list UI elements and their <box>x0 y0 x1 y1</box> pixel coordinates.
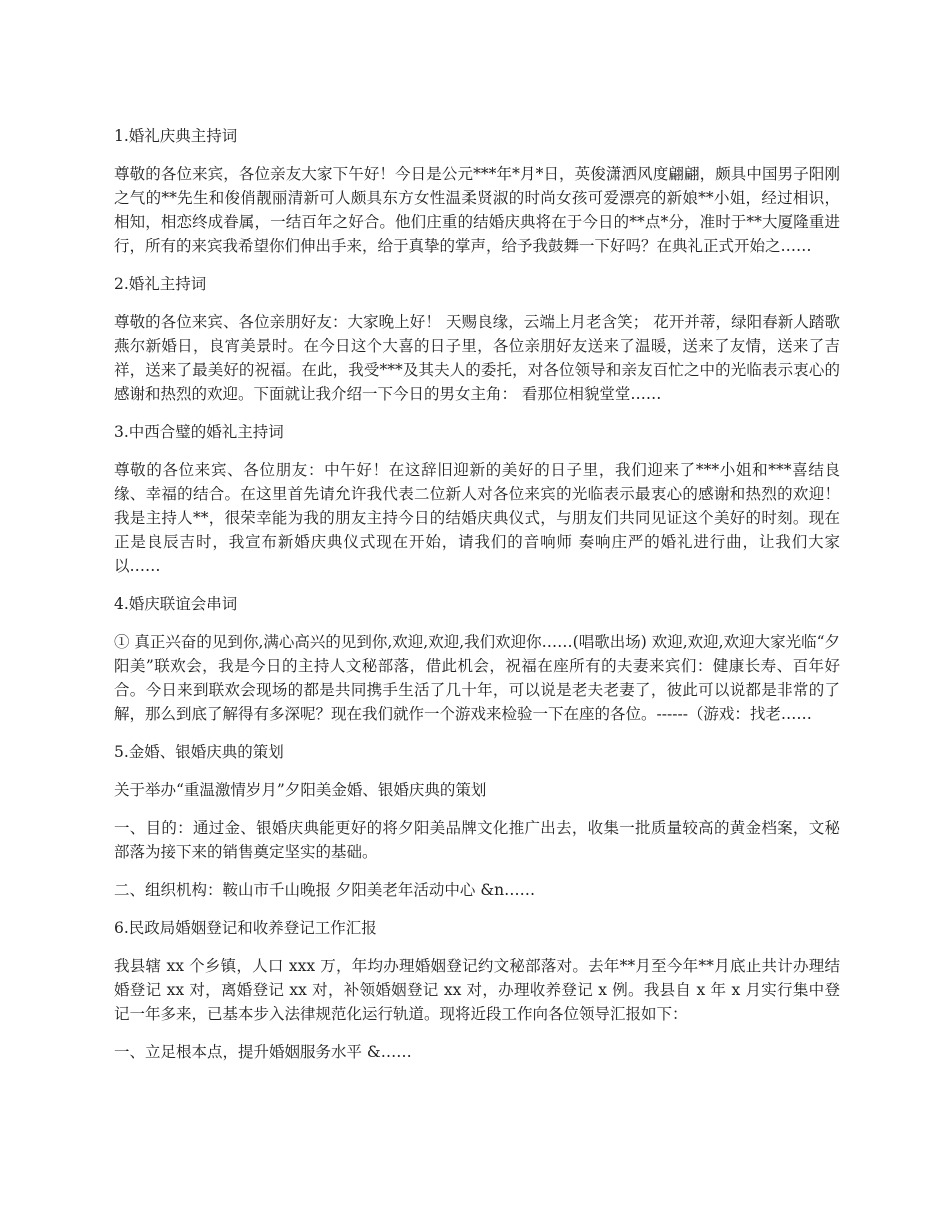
section-heading: 1.婚礼庆典主持词 <box>114 127 238 145</box>
section-heading: 5.金婚、银婚庆典的策划 <box>114 743 284 761</box>
section-heading: 2.婚礼主持词 <box>114 275 207 293</box>
section-1 <box>114 124 840 258</box>
section-6 <box>114 916 840 1064</box>
section-paragraph: 一、目的：通过金、银婚庆典能更好的将夕阳美品牌文化推广出去，收集一批质量较高的黄金档案，文秘部落为接下来的销售奠定坚实的基础。 <box>114 819 840 861</box>
section-paragraph: 二、组织机构：鞍山市千山晚报 夕阳美老年活动中心 &n…… <box>114 881 536 899</box>
document-body <box>114 124 840 1078</box>
section-paragraph: 关于举办“重温激情岁月”夕阳美金婚、银婚庆典的策划 <box>114 781 487 799</box>
section-4 <box>114 592 840 726</box>
section-paragraph: 一、立足根本点，提升婚姻服务水平 &…… <box>114 1043 412 1061</box>
section-heading: 4.婚庆联谊会串词 <box>114 595 238 613</box>
section-paragraph: 尊敬的各位来宾、各位亲朋好友：大家晚上好！ 天赐良缘，云端上月老含笑； 花开并蒂，绿阳春新人踏歌燕尔新婚日，良宵美景时。在今日这个大喜的日子里，各位亲朋好友送来了温暖，送来了友情，送来了吉祥，送来了最美好的祝福。在此，我受***及其夫人的委托，对各位领导和亲友百忙之中的光临表示衷心的感谢和热烈的欢迎。下面就让我介绍一下今日的男女主角： 看那位相貌堂堂…… <box>114 313 840 403</box>
section-paragraph: 我县辖 xx 个乡镇，人口 xxx 万，年均办理婚姻登记约文秘部落对。去年**月至今年**月底止共计办理结婚登记 xx 对，离婚登记 xx 对，补领婚姻登记 xx 对，办理收养登记 x 例。我县自 x 年 x 月实行集中登记一年多来，已基本步入法律规范化运行轨道。现将近段工作向各位领导汇报如下： <box>114 957 840 1023</box>
section-3 <box>114 420 840 578</box>
section-paragraph: 尊敬的各位来宾，各位亲友大家下午好！今日是公元***年*月*日，英俊潇洒风度翩翩，颇具中国男子阳刚之气的**先生和俊俏靓丽清新可人颇具东方女性温柔贤淑的时尚女孩可爱漂亮的新娘**小姐，经过相识，相知，相恋终成眷属，一结百年之好合。他们庄重的结婚庆典将在于今日的**点*分，准时于**大厦隆重进行，所有的来宾我希望你们伸出手来，给于真挚的掌声，给予我鼓舞一下好吗？在典礼正式开始之…… <box>114 165 840 255</box>
section-heading: 6.民政局婚姻登记和收养登记工作汇报 <box>114 919 377 937</box>
section-heading: 3.中西合璧的婚礼主持词 <box>114 423 284 441</box>
section-5 <box>114 740 840 902</box>
section-2 <box>114 272 840 406</box>
section-paragraph: 尊敬的各位来宾、各位朋友：中午好！在这辞旧迎新的美好的日子里，我们迎来了***小姐和***喜结良缘、幸福的结合。在这里首先请允许我代表二位新人对各位来宾的光临表示最衷心的感谢和热烈的欢迎！我是主持人**，很荣幸能为我的朋友主持今日的结婚庆典仪式，与朋友们共同见证这个美好的时刻。现在正是良辰吉时，我宣布新婚庆典仪式现在开始，请我们的音响师 奏响庄严的婚礼进行曲，让我们大家以…… <box>114 461 840 575</box>
section-paragraph: ① 真正兴奋的见到你,满心高兴的见到你,欢迎,欢迎,我们欢迎你……(唱歌出场) 欢迎,欢迎,欢迎大家光临“夕阳美”联欢会，我是今日的主持人文秘部落，借此机会，祝福在座所有的夫妻来宾们：健康长寿、百年好合。今日来到联欢会现场的都是共同携手生活了几十年，可以说是老夫老妻了，彼此可以说都是非常的了解，那么到底了解得有多深呢？现在我们就作一个游戏来检验一下在座的各位。------（游戏：找老…… <box>114 633 840 723</box>
